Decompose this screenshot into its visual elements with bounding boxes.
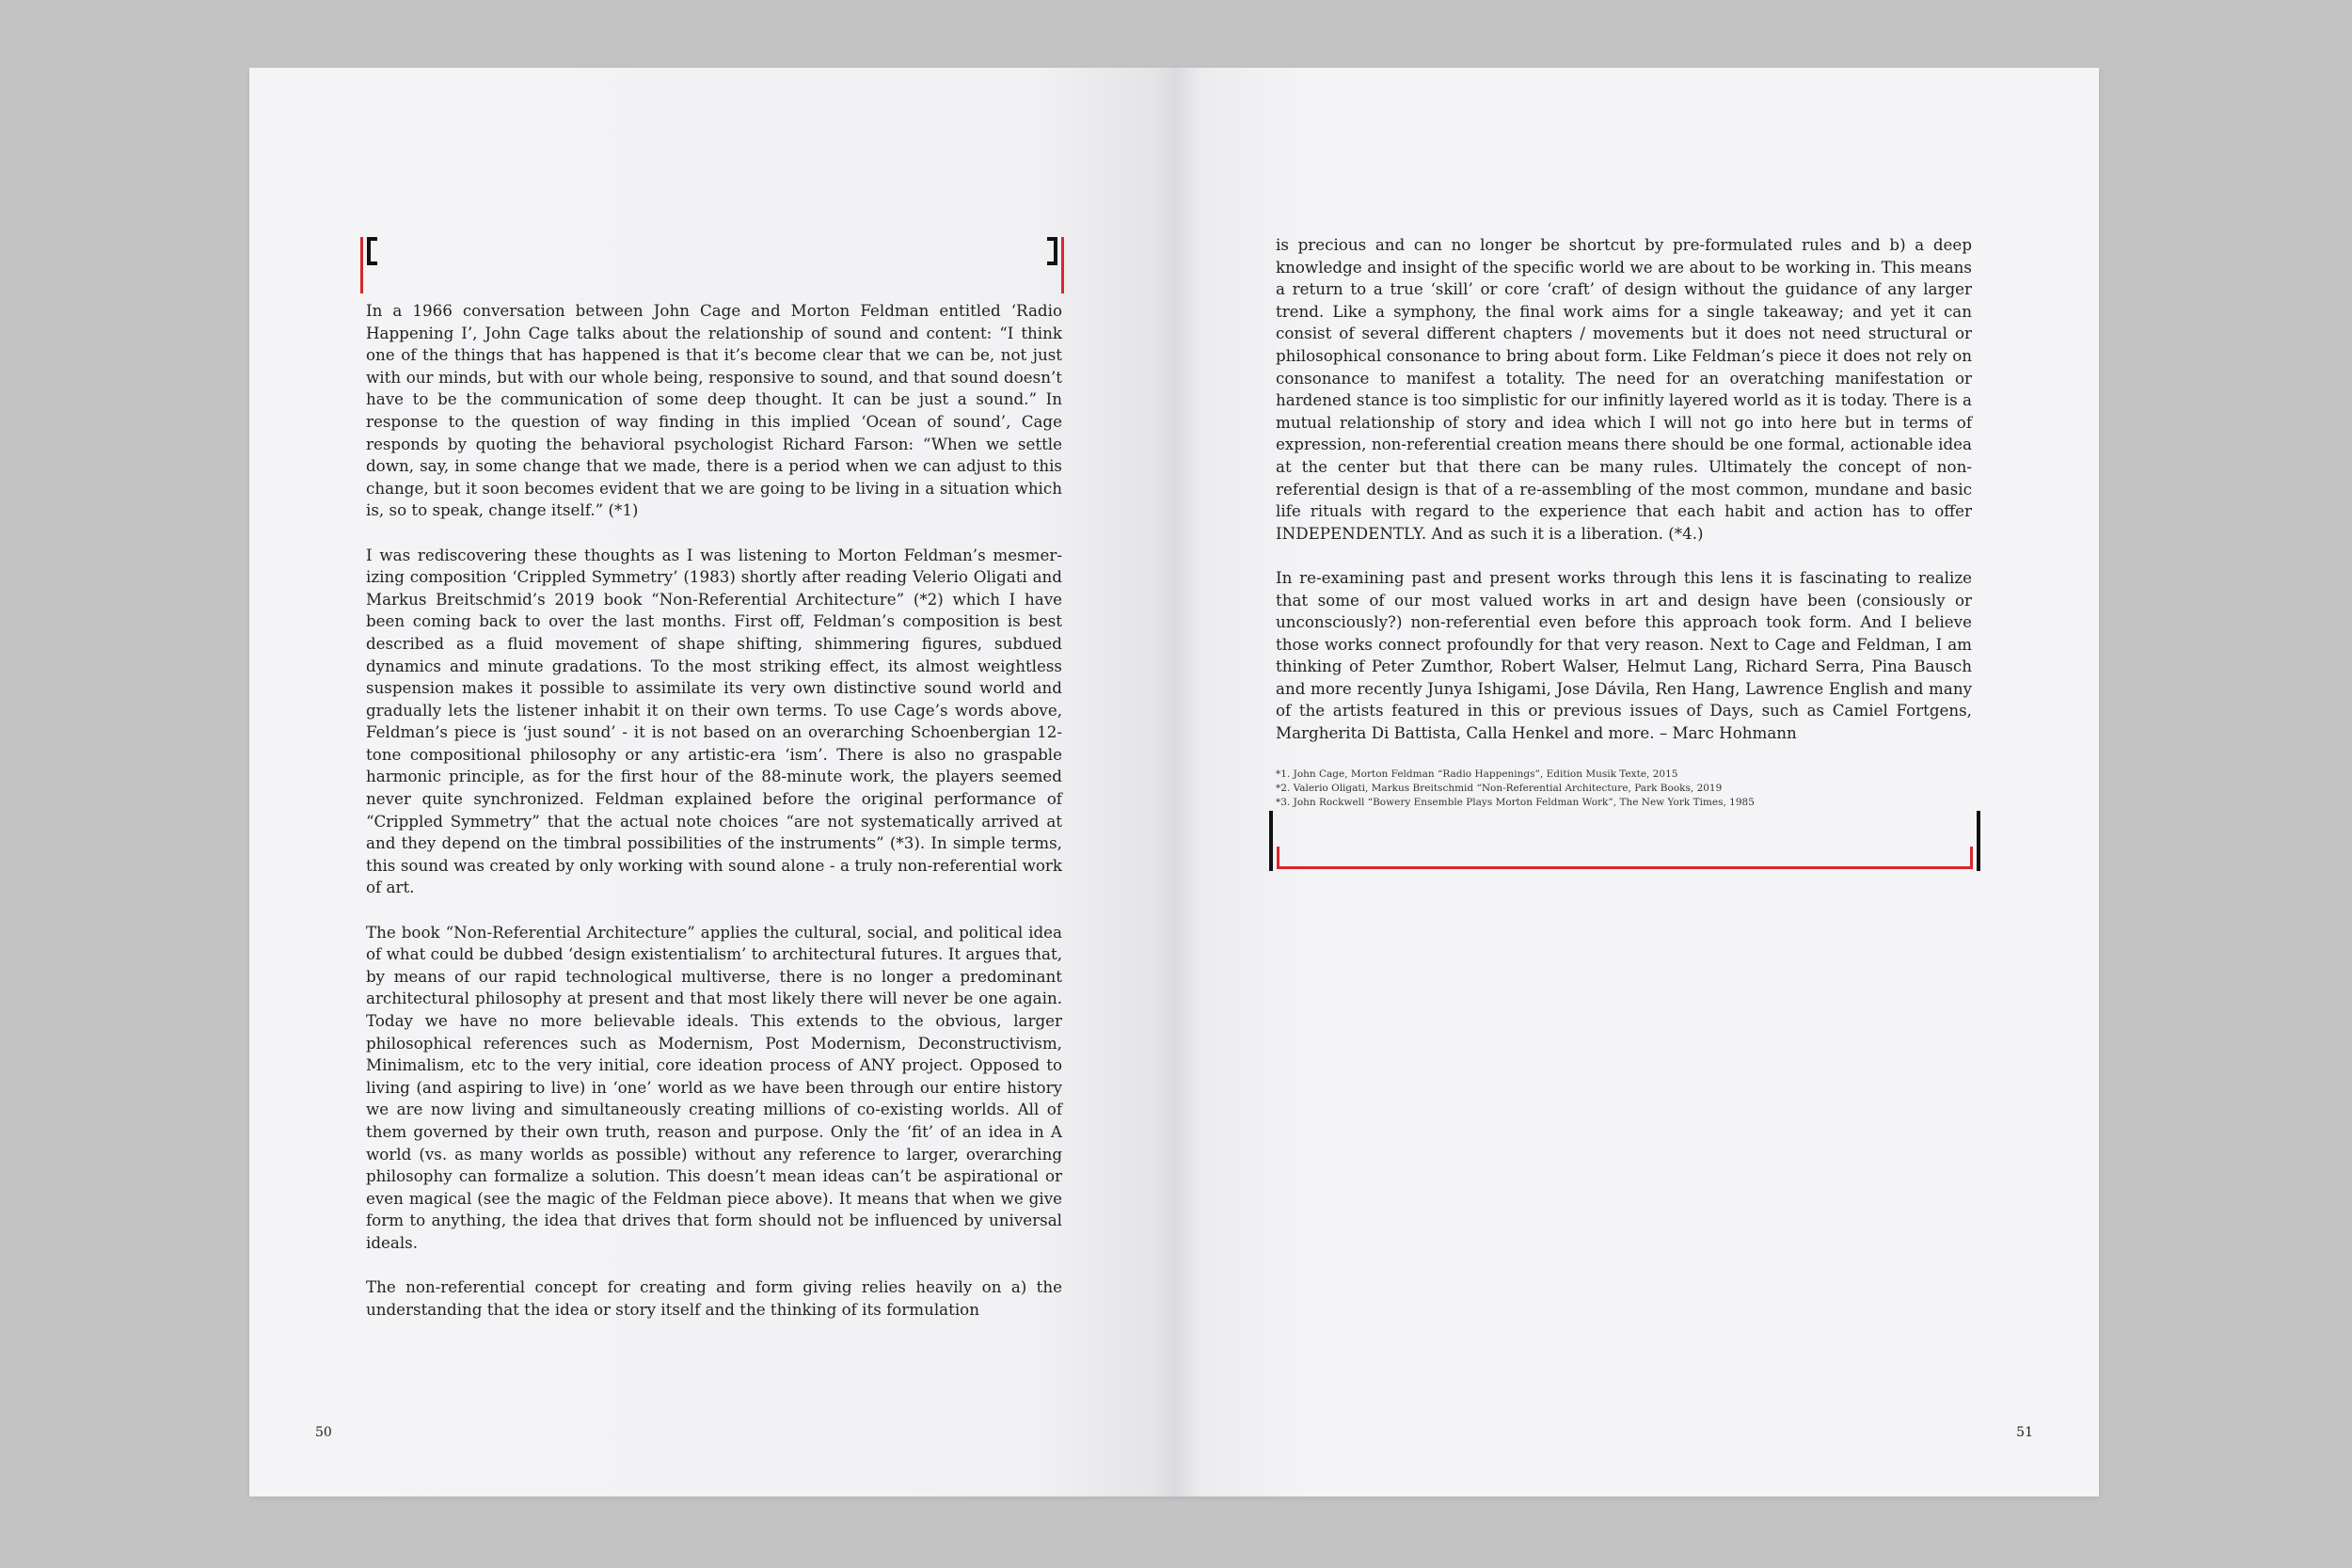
paragraph: The non-referential concept for creating and form giving relies heavily on a) the understanding that the idea or story itself and the thinking of its formulation xyxy=(366,1277,1062,1319)
page-number-left: 50 xyxy=(315,1425,332,1440)
book-spread xyxy=(249,68,2099,1497)
left-body-text xyxy=(366,300,1062,1321)
bracket-mark-top-left xyxy=(360,237,379,293)
footnotes xyxy=(1276,768,1972,810)
paragraph: I was rediscovering these thoughts as I was listening to Morton Feldman’s mesmerizing composition ‘Crippled Symmetry’ (1983) shortly after reading Velerio Oligati and Markus Breitschmid’s 2019 book “Non-Referential Architecture” (*2) which I have been coming back to over the last months. First off, Feldman’s composition is best described as a fluid movement of shape shifting, shimmering figures, subdued dynamics and minute gradations. To the most striking effect, its almost weightless suspension makes it possible to assimilate its very own distinctive sound world and gradually lets the listener inhabit it on their own terms. To use Cage’s words above, Feldman’s piece is ‘just sound’ - it is not based on an overarching Schoenbergian 12-tone compositional philosophy or any artistic-era ‘ism’. There is also no graspable harmonic principle, as for the first hour of the 88-minute work, the players seemed never quite synchronized. Feldman explained before the original performance of “Crippled Symmetry” that the actual note choices “are not systematically arrived at and they depend on the timbral possibilities of the instruments” (*3). In simple terms, this sound was created by only working with sound alone - a truly non-referential work of art. xyxy=(366,545,1062,897)
footnote: *3. John Rockwell “Bowery Ensemble Plays Morton Feldman Work”, The New York Times, 1985 xyxy=(1276,797,1755,808)
footnote: *2. Valerio Oligati, Markus Breitschmid “Non-Referential Architecture, Park Books, 2019 xyxy=(1276,783,1723,794)
right-page xyxy=(1174,68,2099,1497)
paragraph: In a 1966 conversation between John Cage and Morton Feldman entitled ‘Radio Happening I’, John Cage talks about the relationship of sound and content: “I think one of the things that has happened is that it’s become clear that we can be, not just with our minds, but with our whole being, responsive to sound, and that sound doesn’t have to be the communication of some deep thought. It can be just a sound.” In response to the question of way finding in this implied ‘Ocean of sound’, Cage responds by quoting the behavioral psychologist Richard Farson: “When we settle down, say, in some change that we made, there is a period when we can adjust to this change, but it soon becomes evident that we are going to be living in a situation which is, so to speak, change itself.” (*1) xyxy=(366,301,1062,520)
bracket-mark-bottom xyxy=(1269,811,1980,871)
bracket-mark-top-right xyxy=(1045,237,1064,293)
left-page xyxy=(249,68,1174,1497)
paragraph: is precious and can no longer be shortcut by pre-formulated rules and b) a deep knowledge and insight of the specific world we are about to be working in. This means a return to a true ‘skill’ or core ‘craft’ of design without the guidance of any larger trend. Like a symphony, the final work aims for a single takeaway; and yet it can consist of several different chapters / movements but it does not need structural or philosophical consonance to bring about form. Like Feldman’s piece it does not rely on consonance to manifest a totality. The need for an overatching manifestation or hardened stance is too simplistic for our infinitly layered world as it is today. There is a mutual relationship of story and idea which I will not go into here but in terms of expression, non-referential creation means there should be one formal, actionable idea at the center but that there can be many rules. Ultimately the concept of non-referential design is that of a re-assembling of the most common, mundane and basic life rituals with regard to the experience that each habit and action has to offer INDEPENDENTLY. And as such it is a liberation. (*4.) xyxy=(1276,235,1972,543)
right-body-text xyxy=(1276,234,1972,745)
page-number-right: 51 xyxy=(2016,1425,2033,1440)
footnote: *1. John Cage, Morton Feldman “Radio Happenings”, Edition Musik Texte, 2015 xyxy=(1276,768,1678,780)
paragraph: In re-examining past and present works through this lens it is fascinating to realize that some of our most valued works in art and design have been (consiously or unconsciously?) non-referential even before this approach took form. And I believe those works connect profoundly for that very reason. Next to Cage and Feldman, I am thinking of Peter Zumthor, Robert Walser, Helmut Lang, Richard Serra, Pina Bausch and more recently Junya Ishigami, Jose Dávila, Ren Hang, Lawrence English and many of the artists featured in this or previous issues of Days, such as Camiel Fortgens, Margherita Di Battista, Calla Henkel and more. – Marc Hohmann xyxy=(1276,567,1972,743)
paragraph: The book “Non-Referential Architecture” applies the cultural, social, and political idea of what could be dubbed ‘design existentialism’ to architectural futures. It argues that, by means of our rapid technological multiverse, there is no longer a predominant architectural philosophy at present and that most likely there will never be one again. Today we have no more believable ideals. This extends to the obvious, larger philosophical references such as Modernism, Post Modernism, Deconstructivism, Minimalism, etc to the very initial, core ideation process of ANY project. Opposed to living (and aspiring to live) in ‘one’ world as we have been through our entire history we are now living and simultaneously creating millions of co-existing worlds. All of them governed by their own truth, reason and purpose. Only the ‘fit’ of an idea in A world (vs. as many worlds as possible) without any reference to larger, overarching philosophy can formalize a solution. This doesn’t mean ideas can’t be aspirational or even magical (see the magic of the Feldman piece above). It means that when we give form to anything, the idea that drives that form should not be influenced by universal ideals. xyxy=(366,922,1062,1252)
